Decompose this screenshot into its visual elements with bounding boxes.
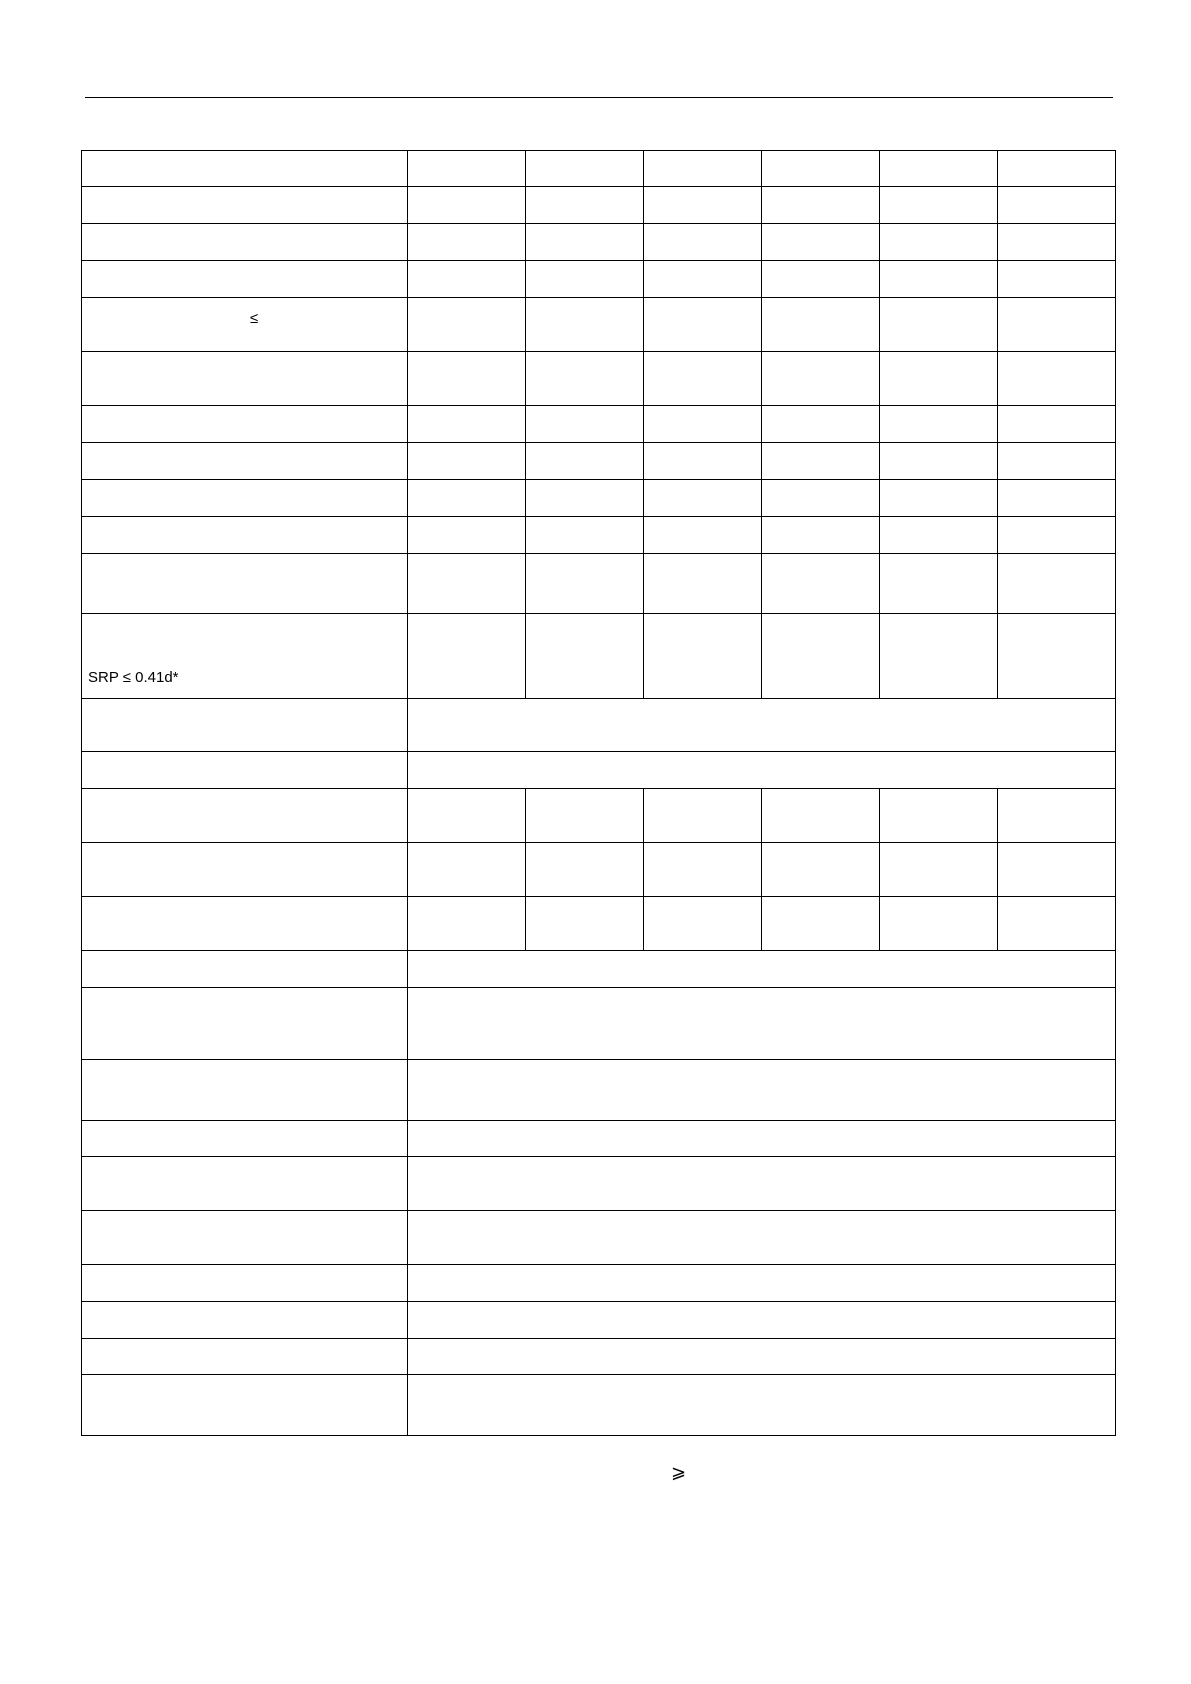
- table-cell: [880, 480, 998, 517]
- table-row: [82, 843, 1116, 897]
- table-cell: [82, 614, 408, 699]
- table-cell: [408, 554, 526, 614]
- footnote-greater-equal-symbol: ⩾: [671, 1462, 687, 1482]
- table-cell: [408, 261, 526, 298]
- less-equal-symbol: ≤: [250, 310, 259, 327]
- table-cell: [644, 187, 762, 224]
- table-row: [82, 1157, 1116, 1211]
- table-cell: [644, 789, 762, 843]
- table-cell: [408, 789, 526, 843]
- table-row: [82, 1211, 1116, 1265]
- table-row: [82, 352, 1116, 406]
- table-row: [82, 752, 1116, 789]
- table-row: [82, 517, 1116, 554]
- table-cell: [644, 517, 762, 554]
- table-cell: [82, 187, 408, 224]
- table-cell: [408, 406, 526, 443]
- table-row: [82, 789, 1116, 843]
- table-cell: [998, 298, 1116, 352]
- table-cell: [644, 298, 762, 352]
- table-cell: [880, 298, 998, 352]
- table-cell: [408, 224, 526, 261]
- table-row: [82, 443, 1116, 480]
- table-cell: [526, 352, 644, 406]
- table-cell: [526, 298, 644, 352]
- table-cell: [82, 406, 408, 443]
- merged-value-cell: [408, 1211, 1116, 1265]
- table-cell: [762, 614, 880, 699]
- table-cell: [998, 789, 1116, 843]
- table-cell: [82, 897, 408, 951]
- table-cell: [762, 224, 880, 261]
- table-row: [82, 897, 1116, 951]
- table-row: [82, 1375, 1116, 1436]
- table-cell: [644, 261, 762, 298]
- table-cell: [762, 151, 880, 187]
- table-cell: [82, 1121, 408, 1157]
- merged-value-cell: [408, 752, 1116, 789]
- table-cell: [762, 406, 880, 443]
- table-row: [82, 1265, 1116, 1302]
- table-row: [82, 699, 1116, 752]
- table-cell: [998, 187, 1116, 224]
- table-cell: [998, 443, 1116, 480]
- table-cell: [82, 1302, 408, 1339]
- merged-value-cell: [408, 951, 1116, 988]
- table-cell: [998, 352, 1116, 406]
- table-cell: [880, 406, 998, 443]
- table-cell: [82, 1339, 408, 1375]
- table-cell: [82, 151, 408, 187]
- table-cell: [526, 843, 644, 897]
- table-cell: [644, 897, 762, 951]
- table-row: [82, 614, 1116, 699]
- table-cell: [526, 224, 644, 261]
- merged-value-cell: [408, 1121, 1116, 1157]
- table-cell: [644, 443, 762, 480]
- table-cell: [644, 480, 762, 517]
- table-cell: [82, 789, 408, 843]
- table-cell: [82, 517, 408, 554]
- table-cell: [644, 224, 762, 261]
- table-cell: [82, 1375, 408, 1436]
- table-cell: [762, 443, 880, 480]
- table-cell: [408, 614, 526, 699]
- table-cell: [998, 843, 1116, 897]
- table-row: [82, 224, 1116, 261]
- table-cell: [82, 1265, 408, 1302]
- table-cell: [82, 480, 408, 517]
- table-cell: [998, 480, 1116, 517]
- table-cell: [880, 352, 998, 406]
- table-row: [82, 1339, 1116, 1375]
- table-cell: [526, 789, 644, 843]
- table-cell: [408, 480, 526, 517]
- merged-value-cell: [408, 988, 1116, 1060]
- table-cell: [408, 151, 526, 187]
- table-cell: [82, 443, 408, 480]
- table-row: [82, 554, 1116, 614]
- table-cell: [880, 897, 998, 951]
- table-cell: [998, 406, 1116, 443]
- merged-value-cell: [408, 1302, 1116, 1339]
- table-cell: [82, 1060, 408, 1121]
- table-cell: [998, 554, 1116, 614]
- table-cell: [526, 480, 644, 517]
- table-cell: [880, 261, 998, 298]
- table-cell: [644, 614, 762, 699]
- table-cell: [82, 951, 408, 988]
- table-row: [82, 298, 1116, 352]
- table-cell: [408, 443, 526, 480]
- table-cell: [998, 517, 1116, 554]
- merged-value-cell: [408, 1157, 1116, 1211]
- table-cell: [82, 1211, 408, 1265]
- table-cell: [762, 352, 880, 406]
- table-row: [82, 187, 1116, 224]
- table-cell: [408, 843, 526, 897]
- table-cell: [998, 261, 1116, 298]
- table-cell: [644, 843, 762, 897]
- table-cell: [526, 517, 644, 554]
- table-row: [82, 1121, 1116, 1157]
- table-cell: [762, 261, 880, 298]
- table-row: [82, 951, 1116, 988]
- table-cell: [644, 352, 762, 406]
- table-cell: [82, 298, 408, 352]
- table-cell: [644, 151, 762, 187]
- table-row: [82, 406, 1116, 443]
- table-cell: [526, 406, 644, 443]
- table-row: [82, 480, 1116, 517]
- table-cell: [408, 517, 526, 554]
- table-cell: [644, 554, 762, 614]
- table-cell: [526, 151, 644, 187]
- table-cell: [762, 187, 880, 224]
- table-cell: [526, 554, 644, 614]
- table-cell: [998, 151, 1116, 187]
- table-cell: [880, 843, 998, 897]
- table-cell: [880, 187, 998, 224]
- table-row: [82, 988, 1116, 1060]
- table-cell: [762, 298, 880, 352]
- table-cell: [526, 897, 644, 951]
- table-cell: [82, 554, 408, 614]
- table-cell: [880, 789, 998, 843]
- table-cell: [762, 897, 880, 951]
- table-cell: [82, 352, 408, 406]
- table-cell: [408, 897, 526, 951]
- header-rule: [85, 97, 1113, 98]
- table-cell: [762, 554, 880, 614]
- table-cell: [82, 843, 408, 897]
- table-cell: [880, 517, 998, 554]
- table-cell: [526, 443, 644, 480]
- table-row: [82, 1302, 1116, 1339]
- table-cell: [762, 480, 880, 517]
- table-cell: [82, 699, 408, 752]
- table-row: [82, 261, 1116, 298]
- table-row: [82, 1060, 1116, 1121]
- table-cell: [998, 614, 1116, 699]
- table-cell: [880, 554, 998, 614]
- merged-value-cell: [408, 1265, 1116, 1302]
- merged-value-cell: [408, 1375, 1116, 1436]
- table-cell: [762, 843, 880, 897]
- table-row: [82, 151, 1116, 187]
- table-cell: [526, 614, 644, 699]
- table-cell: [82, 1157, 408, 1211]
- table-cell: [526, 261, 644, 298]
- table-cell: [880, 224, 998, 261]
- table-cell: [82, 752, 408, 789]
- merged-value-cell: [408, 1060, 1116, 1121]
- table-cell: [880, 443, 998, 480]
- table-cell: [880, 614, 998, 699]
- table-cell: [82, 224, 408, 261]
- table-cell: [762, 789, 880, 843]
- table-cell: [408, 298, 526, 352]
- merged-value-cell: [408, 699, 1116, 752]
- table-cell: [644, 406, 762, 443]
- merged-value-cell: [408, 1339, 1116, 1375]
- specification-table: [81, 150, 1116, 1436]
- table-cell: [880, 151, 998, 187]
- table-cell: [998, 897, 1116, 951]
- srp-limit-label: SRP ≤ 0.41d*: [88, 669, 179, 686]
- table-cell: [82, 261, 408, 298]
- table-cell: [82, 988, 408, 1060]
- table-cell: [762, 517, 880, 554]
- table-cell: [526, 187, 644, 224]
- table-cell: [998, 224, 1116, 261]
- table-cell: [408, 352, 526, 406]
- table-cell: [408, 187, 526, 224]
